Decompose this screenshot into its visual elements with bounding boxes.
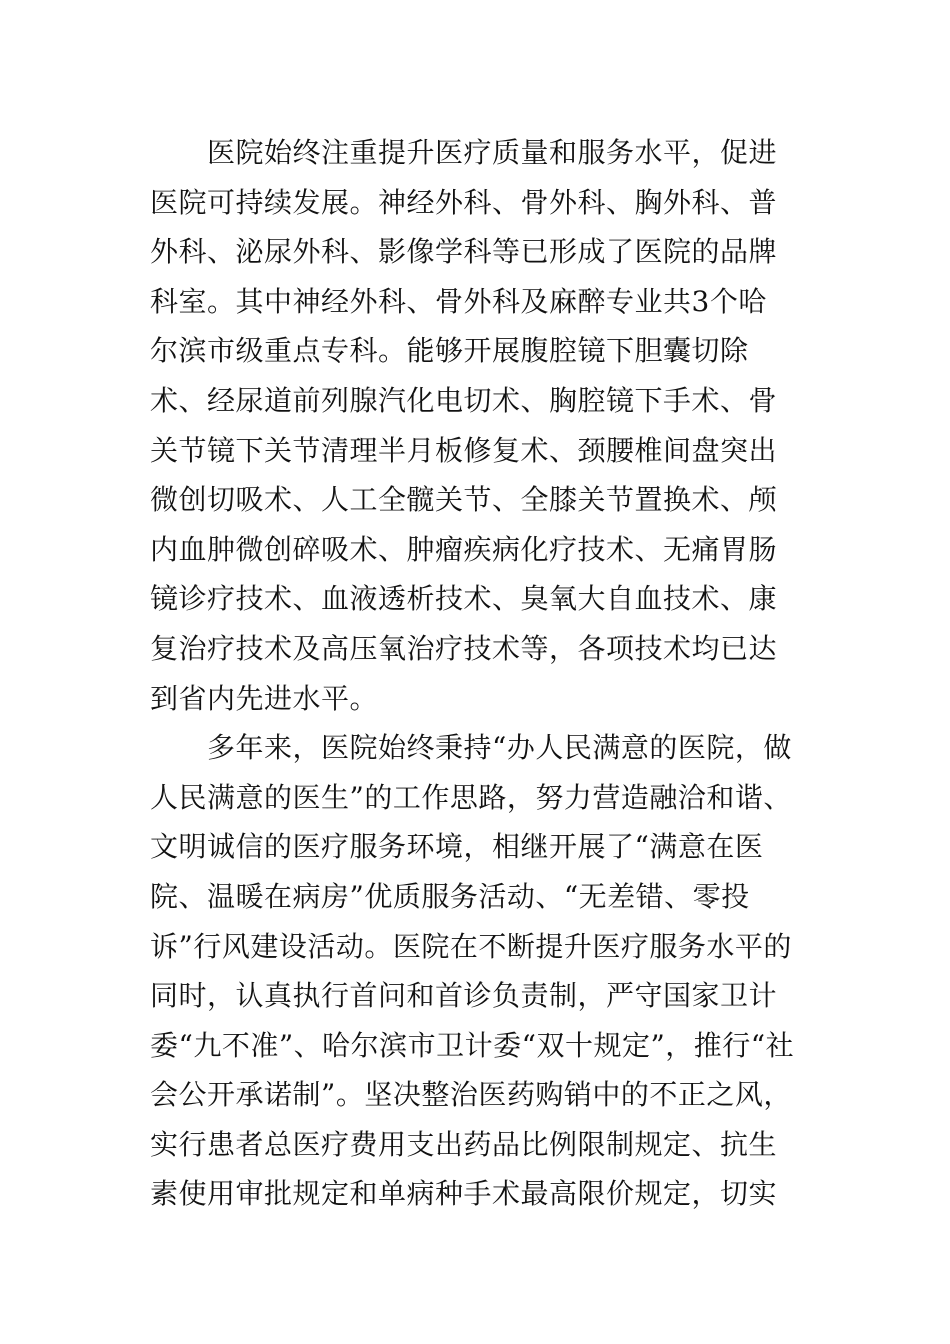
text-line: 关节镜下关节清理半月板修复术、颈腰椎间盘突出 xyxy=(150,433,778,467)
paragraph-1 xyxy=(150,128,790,723)
text-line: 镜诊疗技术、血液透析技术、臭氧大自血技术、康 xyxy=(150,582,778,616)
paragraph-2 xyxy=(150,723,795,1219)
text-line: 复治疗技术及高压氧治疗技术等，各项技术均已达 xyxy=(150,631,778,665)
text-line: 科室。其中神经外科、骨外科及麻醉专业共3个哈 xyxy=(150,284,767,318)
text-line: 委“九不准”、哈尔滨市卫计委“双十规定”，推行“社 xyxy=(150,1028,795,1062)
text-line: 术、经尿道前列腺汽化电切术、胸腔镜下手术、骨 xyxy=(150,383,778,417)
text-line: 外科、泌尿外科、影像学科等已形成了医院的品牌 xyxy=(150,235,778,269)
text-line: 医院始终注重提升医疗质量和服务水平，促进 xyxy=(207,136,778,169)
text-line: 实行患者总医疗费用支出药品比例限制规定、抗生 xyxy=(150,1127,778,1161)
text-line: 尔滨市级重点专科。能够开展腹腔镜下胆囊切除 xyxy=(150,334,749,368)
text-line: 微创切吸术、人工全髋关节、全膝关节置换术、颅 xyxy=(150,483,778,517)
text-line: 文明诚信的医疗服务环境，相继开展了“满意在医 xyxy=(150,830,764,864)
text-line: 同时，认真执行首问和首诊负责制，严守国家卫计 xyxy=(150,979,778,1013)
text-line: 诉”行风建设活动。医院在不断提升医疗服务水平的 xyxy=(150,929,792,963)
text-line: 医院可持续发展。神经外科、骨外科、胸外科、普 xyxy=(150,185,778,219)
text-line: 内血肿微创碎吸术、肿瘤疾病化疗技术、无痛胃肠 xyxy=(150,532,778,566)
text-line: 素使用审批规定和单病种手术最高限价规定，切实 xyxy=(150,1177,778,1211)
text-line: 会公开承诺制”。坚决整治医药购销中的不正之风， xyxy=(150,1078,792,1112)
text-line: 院、温暖在病房”优质服务活动、“无差错、零投 xyxy=(150,879,750,913)
text-line: 人民满意的医生”的工作思路，努力营造融洽和谐、 xyxy=(150,780,792,814)
text-line: 到省内先进水平。 xyxy=(150,681,379,715)
text-line: 多年来，医院始终秉持“办人民满意的医院，做 xyxy=(207,731,792,765)
body-text xyxy=(150,128,795,1219)
